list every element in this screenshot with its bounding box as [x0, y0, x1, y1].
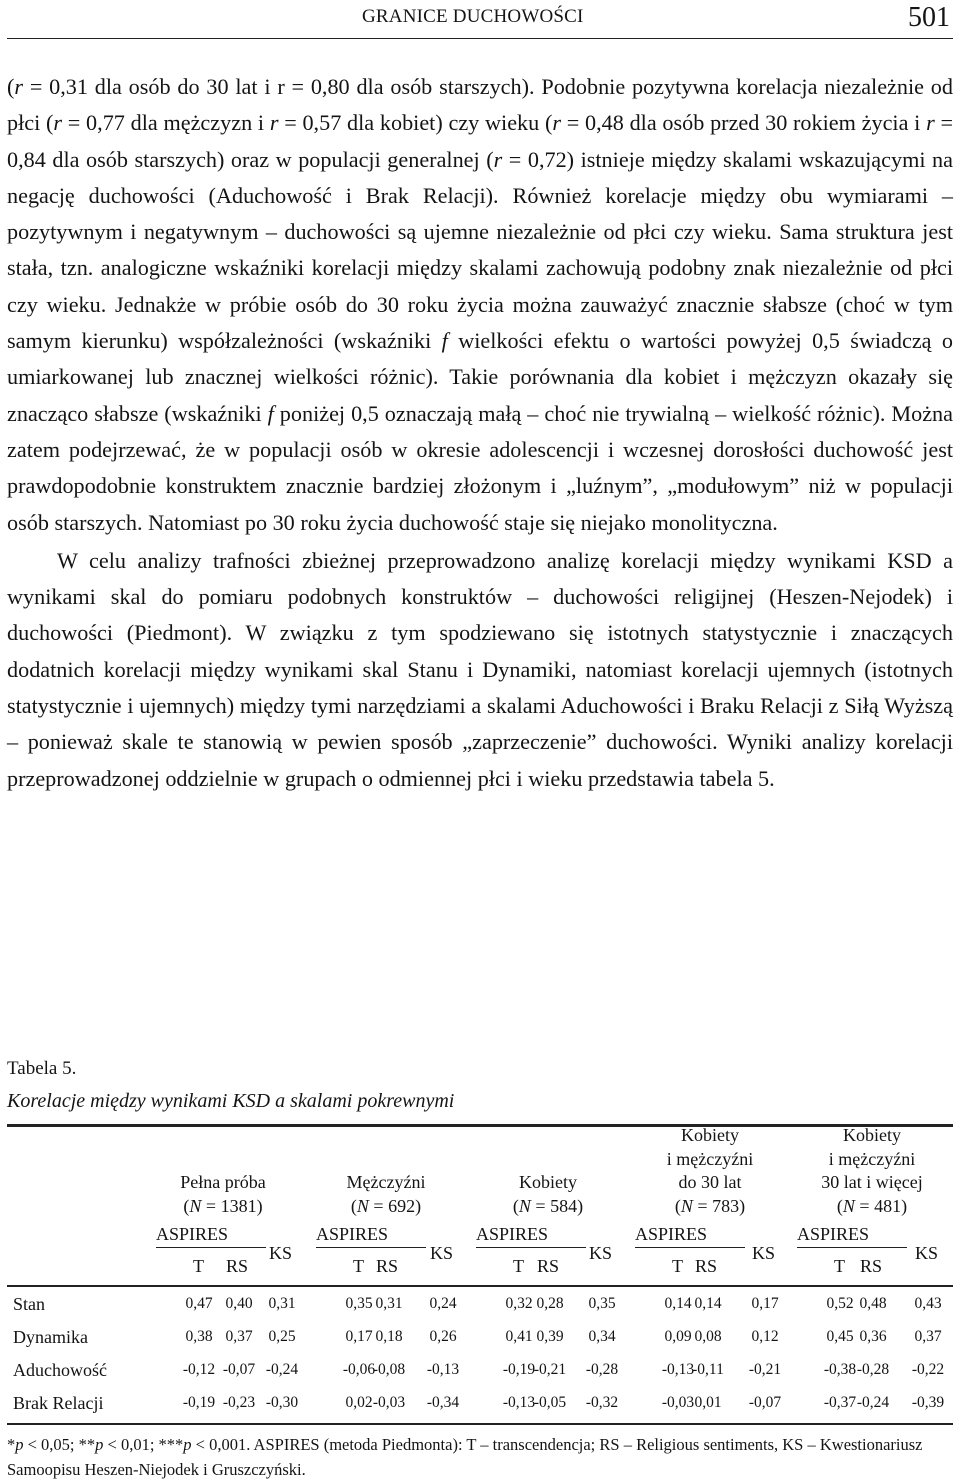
- group-header: [625, 1124, 795, 1218]
- footnote-run: *: [7, 1435, 16, 1454]
- text-run: W celu analizy trafności zbieżnej przeprowadzono analizę korelacji między wynikami KSD a wynikami skal do pomiaru podobnych konstruktów – duchowości religijnej (Heszen-Nejodek) i duchowości (Piedmont). W związku z tym spodziewano się istotnych statystycznie i znaczących dodatnich korelacji między wynikami skal Stanu i Dynamiki, natomiast korelacji ujemnych (istotnych statystycznie i ujemnych) między tymi narzędziami a skalami Aduchowości i Braku Relacji z Siłą Wyższą – ponieważ skale te stanowią w pewien sposób „zaprzeczenie” duchowości. Wyniki analizy korelacji przeprowadzonej oddzielnie w grupach o odmiennej płci i wieku przedstawia tabela 5.: [7, 547, 953, 791]
- table-cell: 0,43: [914, 1295, 942, 1312]
- table-cell: 0,14: [664, 1295, 692, 1312]
- paragraph-1: [7, 69, 953, 541]
- group-header-line: Kobiety: [519, 1172, 577, 1192]
- group-header-line: i mężczyźni: [828, 1148, 916, 1169]
- sample-size-run: = 584): [530, 1195, 584, 1216]
- group-header-line: Kobiety: [843, 1125, 901, 1145]
- footnote-run: p: [15, 1435, 24, 1454]
- aspires-underline: [316, 1247, 426, 1248]
- sample-size-run: (: [350, 1195, 357, 1216]
- table-cell: 0,26: [429, 1328, 457, 1345]
- text-run: r: [14, 74, 24, 99]
- aspires-underline: [476, 1247, 586, 1248]
- table-cell: -0,07: [222, 1361, 256, 1378]
- table-cell: 0,01: [694, 1394, 722, 1411]
- t-label: T: [353, 1256, 364, 1276]
- table-cell: 0,37: [914, 1328, 942, 1345]
- table-cell: 0,02: [345, 1394, 373, 1411]
- table-cell: -0,03: [661, 1394, 695, 1411]
- ks-label: KS: [915, 1243, 939, 1263]
- text-run: wielkości efektu o wartości powyżej 0,5 świadczą o umiarkowanej lub znacznej wielkości różnic). Takie porównania dla kobiet i mężczyzn okazały się znacząco słabsze (wskaźniki: [7, 328, 953, 426]
- aspires-underline: [635, 1247, 745, 1248]
- row-label: Aduchowość: [13, 1360, 107, 1380]
- text-run: r: [269, 110, 279, 136]
- table-cell: 0,17: [345, 1328, 373, 1345]
- body-text: [7, 69, 953, 797]
- table-cell: -0,30: [265, 1394, 299, 1411]
- group-header-line: i mężczyźni: [666, 1148, 754, 1169]
- group-sample-size: [625, 1195, 795, 1219]
- t-label: T: [834, 1256, 845, 1276]
- table-cell: -0,22: [911, 1361, 945, 1378]
- running-title: GRANICE DUCHOWOŚCI: [362, 6, 584, 27]
- aspires-label: ASPIRES: [476, 1224, 549, 1244]
- aspires-label: ASPIRES: [156, 1224, 229, 1244]
- sample-size-run: (: [183, 1195, 190, 1216]
- t-label: T: [672, 1256, 683, 1276]
- text-run: poniżej 0,5 oznaczają małą – choć nie trywialną – wielkość różnic). Można zatem podejrzewać, że w populacji osób w okresie adolescencji i wczesnej dorosłości duchowość jest prawdopodobnie konstruktem znacznie bardziej złożonym i „luźnym”, „modułowym” niż w populacji osób starszych. Natomiast po 30 roku życia duchowość staje się niejako monolityczna.: [7, 400, 953, 535]
- rs-label: RS: [695, 1256, 718, 1276]
- table-cell: 0,39: [536, 1328, 564, 1345]
- group-sample-size: [463, 1195, 633, 1219]
- table-cell: 0,45: [826, 1328, 854, 1345]
- group-header: [301, 1171, 471, 1218]
- table-cell: -0,24: [856, 1394, 890, 1411]
- table-cell: 0,31: [375, 1295, 403, 1312]
- aspires-label: ASPIRES: [635, 1224, 708, 1244]
- text-run: = 0,72) istnieje między skalami wskazującymi na negację duchowości (Aduchowość i Brak Relacji). Również korelacje między obu wymiarami – pozytywnym i negatywnym – duchowości są ujemne niezależnie od płci czy wieku. Sama struktura jest stała, tzn. analogiczne wskaźniki korelacji między skalami zachowują podobny znak niezależnie od płci czy wieku. Jednakże w próbie osób do 30 roku życia można zauważyć znacznie słabsze (choć w tym samym kierunku) współzależności (wskaźniki: [7, 146, 953, 354]
- table-cell: -0,34: [426, 1394, 460, 1411]
- text-run: = 0,48 dla osób przed 30 rokiem życia i: [561, 110, 927, 136]
- group-header-line: 30 lat i więcej: [821, 1172, 923, 1192]
- table-cell: -0,19: [182, 1394, 216, 1411]
- t-label: T: [513, 1256, 524, 1276]
- table-cell: 0,47: [185, 1295, 213, 1312]
- sample-size-run: N: [189, 1195, 202, 1216]
- table-cell: 0,38: [185, 1328, 213, 1345]
- table-cell: -0,38: [823, 1361, 857, 1378]
- text-run: r: [552, 110, 561, 136]
- aspires-underline: [156, 1247, 266, 1248]
- group-sample-size: [301, 1195, 471, 1219]
- text-run: f: [267, 400, 274, 426]
- text-run: r: [493, 146, 503, 172]
- table-cell: -0,21: [533, 1361, 567, 1378]
- table-cell: -0,03: [372, 1394, 406, 1411]
- table-cell: -0,05: [533, 1394, 567, 1411]
- page-number: 501: [908, 2, 950, 33]
- table-cell: 0,48: [859, 1295, 887, 1312]
- sample-size-run: (: [836, 1195, 843, 1216]
- table-cell: -0,37: [823, 1394, 857, 1411]
- table-cell: -0,07: [748, 1394, 782, 1411]
- paragraph-2: [7, 543, 953, 797]
- table-cell: 0,09: [664, 1328, 692, 1345]
- aspires-label: ASPIRES: [316, 1224, 389, 1244]
- table-cell: -0,21: [748, 1361, 782, 1378]
- text-run: r: [53, 110, 63, 136]
- table-cell: -0,32: [585, 1394, 619, 1411]
- footnote-run: p: [183, 1435, 192, 1454]
- table-cell: -0,08: [372, 1361, 406, 1378]
- table-header-rule: [7, 1285, 953, 1287]
- group-header: [463, 1171, 633, 1218]
- table-cell: 0,35: [588, 1295, 616, 1312]
- group-header-line: Pełna próba: [180, 1172, 266, 1192]
- table-cell: 0,25: [268, 1328, 296, 1345]
- rs-label: RS: [860, 1256, 883, 1276]
- aspires-label: ASPIRES: [797, 1224, 870, 1244]
- table-cell: -0,11: [692, 1361, 724, 1378]
- sample-size-run: N: [518, 1195, 531, 1216]
- ks-label: KS: [752, 1243, 776, 1263]
- rs-label: RS: [537, 1256, 560, 1276]
- table-cell: 0,14: [694, 1295, 722, 1312]
- rs-label: RS: [376, 1256, 399, 1276]
- table-cell: 0,37: [225, 1328, 253, 1345]
- sample-size-run: = 1381): [201, 1195, 263, 1216]
- text-run: = 0,84 dla osób starszych) oraz w populacji generalnej (: [7, 110, 953, 172]
- ks-label: KS: [430, 1243, 454, 1263]
- aspires-underline: [797, 1247, 907, 1248]
- text-run: f: [441, 328, 448, 354]
- table-cell: 0,31: [268, 1295, 296, 1312]
- table-cell: 0,52: [826, 1295, 854, 1312]
- group-header: [787, 1124, 957, 1218]
- table-footnote: [7, 1432, 953, 1482]
- sample-size-run: = 692): [368, 1195, 422, 1216]
- table-caption: Korelacje między wynikami KSD a skalami pokrewnymi: [7, 1090, 455, 1112]
- table-bottom-rule: [7, 1423, 953, 1425]
- sample-size-run: (: [512, 1195, 519, 1216]
- table-cell: 0,17: [751, 1295, 779, 1312]
- text-run: = 0,57 dla kobiet) czy wieku (: [278, 110, 553, 136]
- t-label: T: [193, 1256, 204, 1276]
- sample-size-run: (: [674, 1195, 681, 1216]
- table-cell: 0,34: [588, 1328, 616, 1345]
- table-cell: -0,39: [911, 1394, 945, 1411]
- table-cell: 0,41: [505, 1328, 533, 1345]
- table-cell: -0,13: [426, 1361, 460, 1378]
- group-header-line: do 30 lat: [678, 1172, 742, 1192]
- text-run: = 0,77 dla mężczyzn i: [62, 110, 270, 136]
- table-cell: -0,23: [222, 1394, 256, 1411]
- table-cell: -0,28: [856, 1361, 890, 1378]
- group-header: [138, 1171, 308, 1218]
- group-header-line: Mężczyźni: [346, 1172, 426, 1192]
- footnote-run: < 0,05; **: [23, 1435, 96, 1454]
- footnote-run: p: [95, 1435, 104, 1454]
- footnote-run: < 0,001. ASPIRES (metoda Piedmonta): T – transcendencja; RS – Religious sentiments, KS – Kwestionariusz Samoopisu Heszen-Niejodek i Gruszczyński.: [7, 1435, 923, 1479]
- row-label: Stan: [13, 1294, 46, 1314]
- table-cell: 0,08: [694, 1328, 722, 1345]
- table-cell: -0,13: [502, 1394, 536, 1411]
- rs-label: RS: [226, 1256, 249, 1276]
- row-label: Brak Relacji: [13, 1393, 104, 1413]
- table-cell: 0,12: [751, 1328, 779, 1345]
- table-cell: 0,24: [429, 1295, 457, 1312]
- group-sample-size: [138, 1195, 308, 1219]
- group-sample-size: [787, 1195, 957, 1219]
- table-cell: -0,19: [502, 1361, 536, 1378]
- table-cell: 0,18: [375, 1328, 403, 1345]
- table-cell: 0,35: [345, 1295, 373, 1312]
- sample-size-run: = 783): [692, 1195, 746, 1216]
- text-run: (: [7, 74, 15, 99]
- text-run: = 0,31 dla osób do 30 lat i r = 0,80 dla osób starszych). Podobnie pozytywna korelacja niezależnie od płci (: [7, 74, 953, 136]
- row-label: Dynamika: [13, 1327, 88, 1347]
- sample-size-run: N: [680, 1195, 693, 1216]
- sample-size-run: N: [356, 1195, 369, 1216]
- table-cell: 0,28: [536, 1295, 564, 1312]
- sample-size-run: = 481): [854, 1195, 908, 1216]
- ks-label: KS: [589, 1243, 613, 1263]
- table-cell: -0,12: [182, 1361, 216, 1378]
- table-cell: -0,06: [342, 1361, 376, 1378]
- footnote-run: < 0,01; ***: [103, 1435, 184, 1454]
- table-cell: 0,32: [505, 1295, 533, 1312]
- table-cell: -0,28: [585, 1361, 619, 1378]
- group-header-line: Kobiety: [681, 1125, 739, 1145]
- table-label: Tabela 5.: [7, 1058, 77, 1079]
- text-run: r: [926, 110, 935, 136]
- table-cell: -0,13: [661, 1361, 695, 1378]
- table-cell: 0,40: [225, 1295, 253, 1312]
- table-cell: 0,36: [859, 1328, 887, 1345]
- ks-label: KS: [269, 1243, 293, 1263]
- sample-size-run: N: [842, 1195, 855, 1216]
- table-cell: -0,24: [265, 1361, 299, 1378]
- page-header: [7, 0, 953, 39]
